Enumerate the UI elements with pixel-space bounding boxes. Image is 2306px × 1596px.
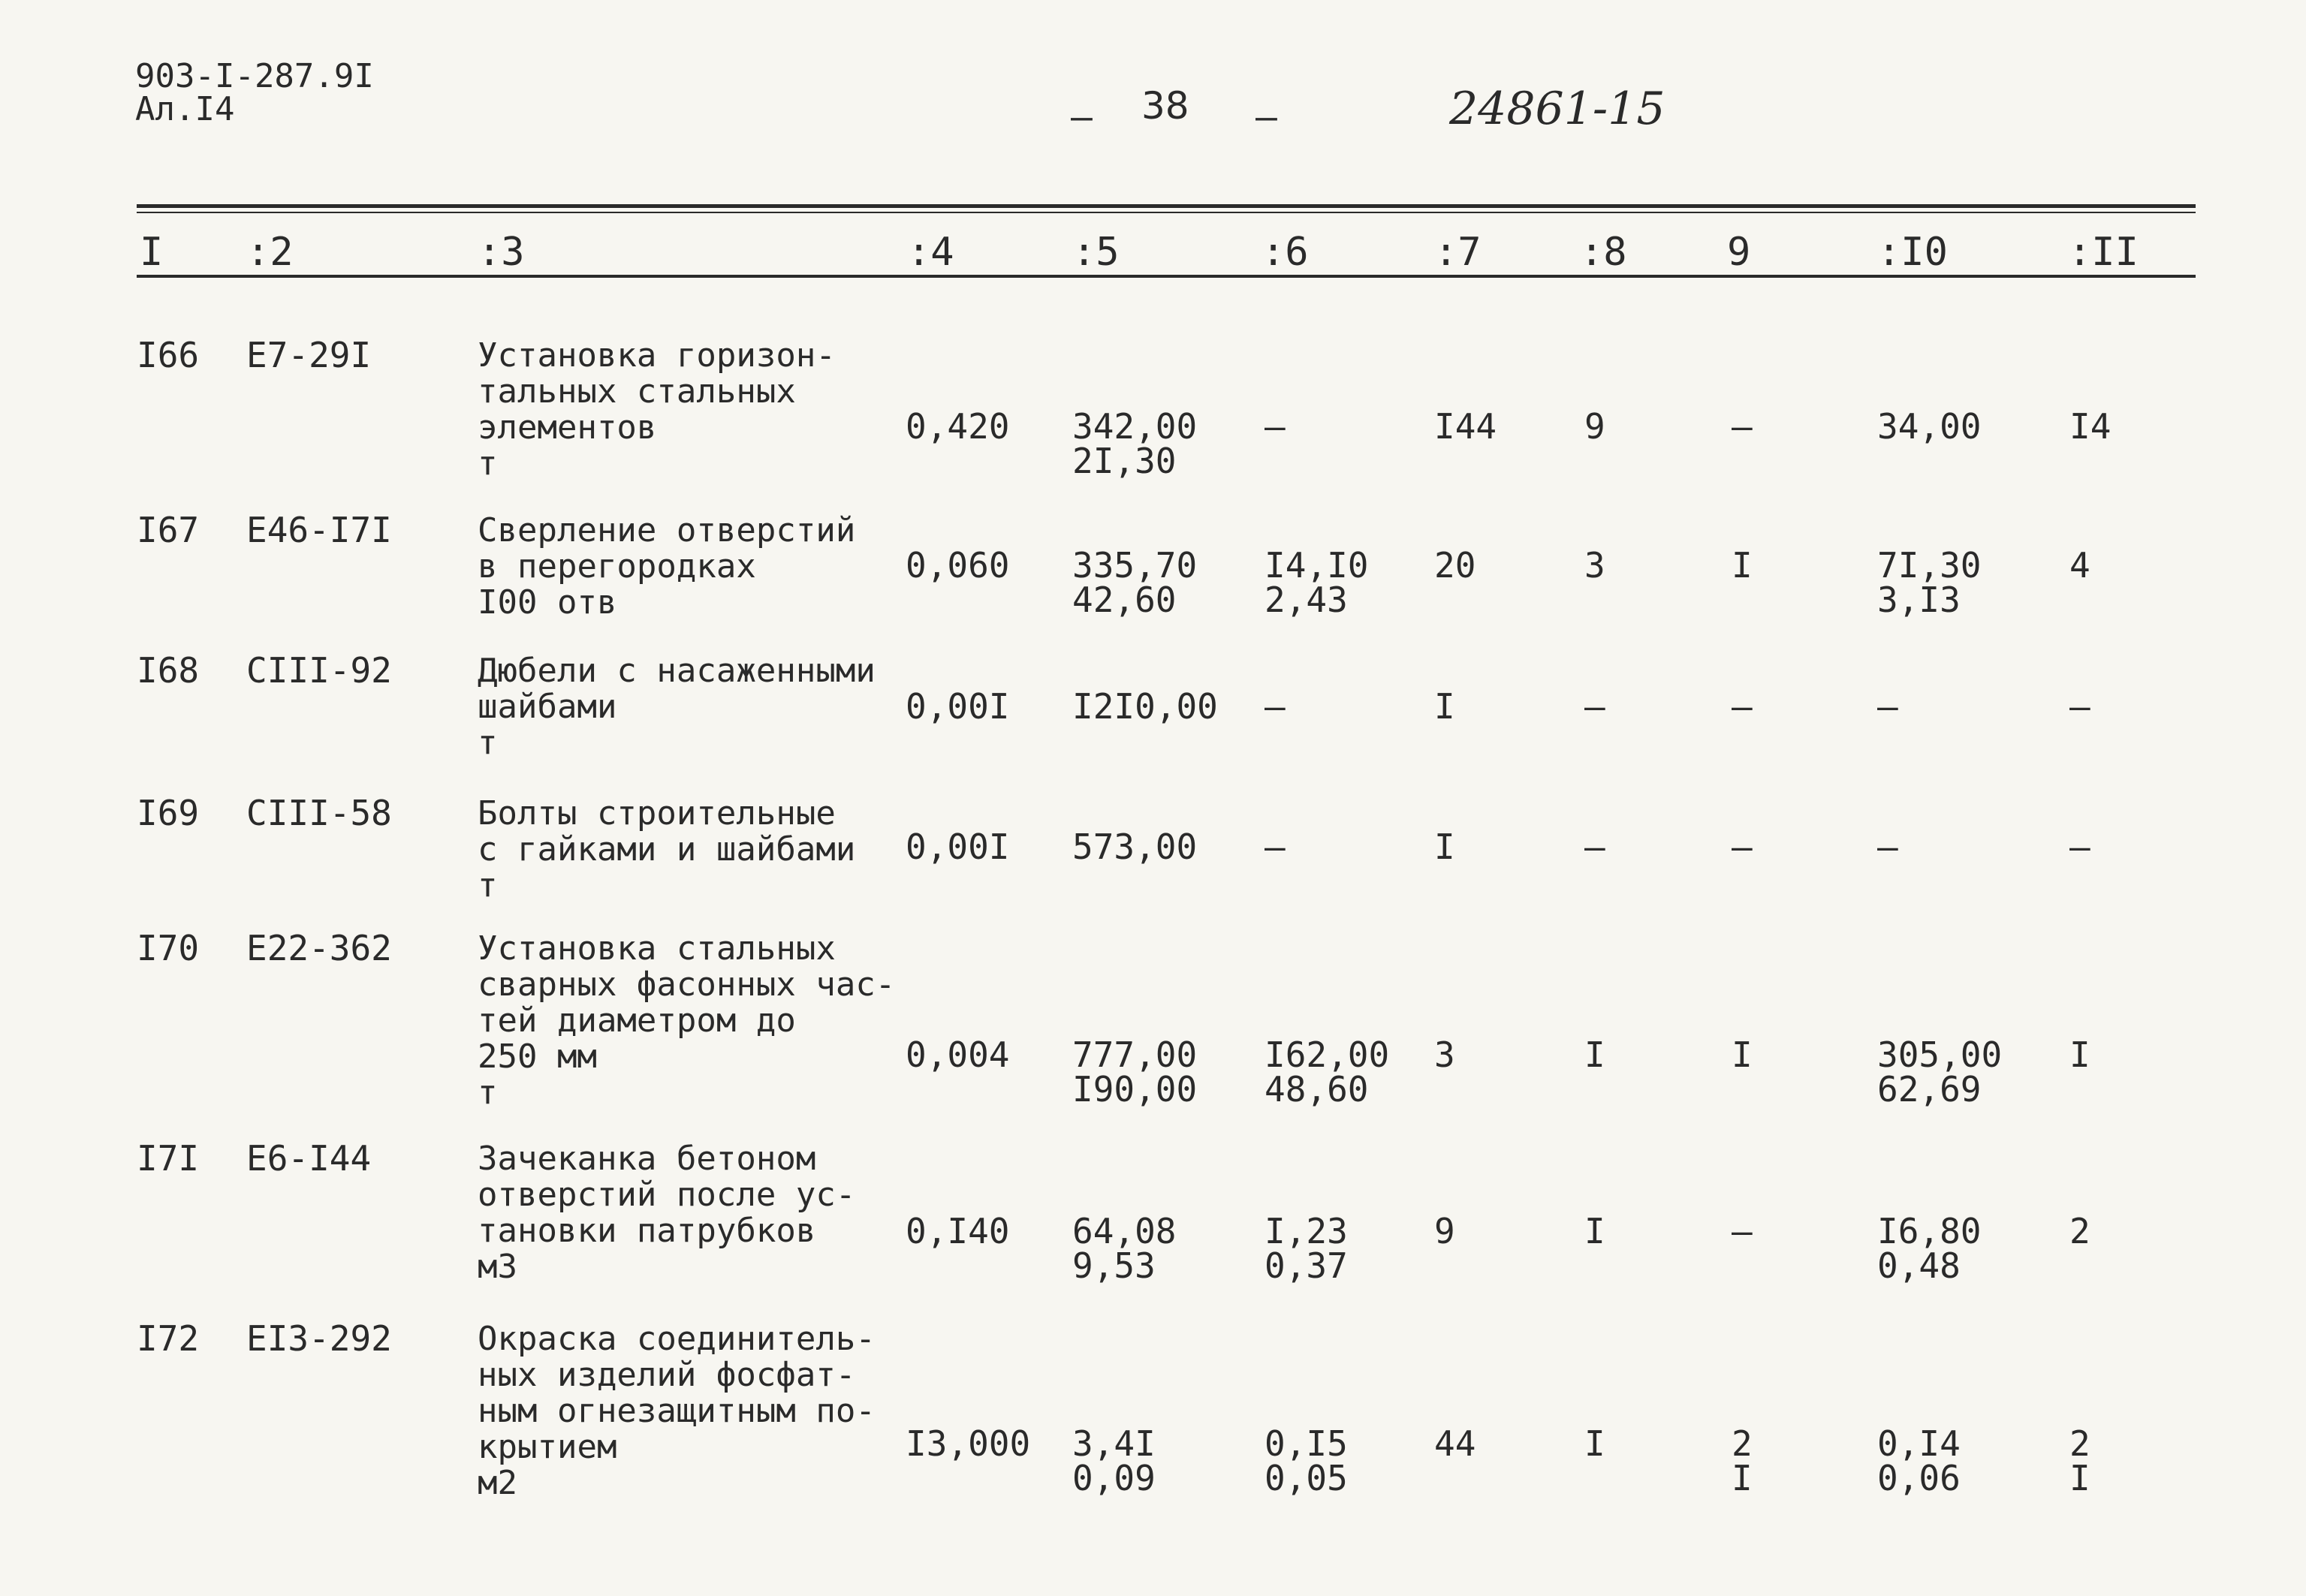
row-col4-value: 0,I40 (906, 1211, 1010, 1251)
row-code: CIII-92 (246, 650, 392, 691)
row-col8-value: – (1584, 827, 1605, 867)
column-header-11: :II (2068, 230, 2139, 275)
column-header-8: :8 (1580, 230, 1627, 275)
row-col8-value: 9 (1584, 406, 1605, 447)
column-header-5: :5 (1072, 230, 1120, 275)
page-dash-left: – (1071, 96, 1093, 138)
column-header-1: I (140, 230, 164, 275)
row-col7-value: I44 (1434, 406, 1497, 447)
row-col9-value: – (1732, 686, 1753, 727)
sheet-label: Ал.I4 (135, 90, 235, 128)
row-col9-value: – (1732, 827, 1753, 867)
handwritten-number: 24861-15 (1449, 83, 1665, 135)
row-col10-value: 305,00 62,69 (1877, 1034, 2003, 1110)
row-col11-value: 2 (2069, 1211, 2090, 1251)
row-description: Сверление отверстий в перегородках I00 отв (478, 511, 856, 622)
row-code: E7-29I (246, 335, 372, 375)
row-col8-value: 3 (1584, 545, 1605, 586)
row-code: CIII-58 (246, 793, 392, 833)
document-code: 903-I-287.9I (135, 57, 374, 95)
row-code: EI3-292 (246, 1318, 392, 1359)
row-col8-value: I (1584, 1211, 1605, 1251)
row-number: I69 (137, 793, 200, 833)
row-col7-value: 9 (1434, 1211, 1455, 1251)
row-col6-value: I,23 0,37 (1265, 1211, 1348, 1286)
column-header-9: 9 (1727, 230, 1751, 275)
row-col5-value: I2I0,00 (1072, 686, 1218, 727)
page-number: 38 (1141, 84, 1189, 128)
row-col4-value: 0,004 (906, 1034, 1010, 1075)
row-description: Установка горизон- тальных стальных элементов т (478, 336, 836, 483)
row-description: Зачеканка бетоном отверстий после ус- тановки патрубков м3 (478, 1140, 856, 1286)
row-col7-value: I (1434, 827, 1455, 867)
row-col4-value: 0,420 (906, 406, 1010, 447)
row-col7-value: 44 (1434, 1423, 1476, 1464)
row-code: E6-I44 (246, 1138, 372, 1179)
row-col11-value: 2 I (2069, 1423, 2090, 1498)
row-col11-value: I4 (2069, 406, 2112, 447)
row-col9-value: 2 I (1732, 1423, 1753, 1498)
row-col6-value: – (1265, 686, 1286, 727)
row-number: I67 (137, 510, 200, 550)
column-header-6: :6 (1262, 230, 1309, 275)
row-description: Дюбели с насаженными шайбами т (478, 652, 876, 762)
row-col5-value: 3,4I 0,09 (1072, 1423, 1156, 1498)
row-col10-value: – (1877, 686, 1898, 727)
row-col5-value: 335,70 42,60 (1072, 545, 1198, 620)
row-description: Болты строительные с гайками и шайбами т (478, 794, 856, 905)
row-col10-value: I6,80 0,48 (1877, 1211, 1982, 1286)
row-col5-value: 64,08 9,53 (1072, 1211, 1177, 1286)
row-col9-value: I (1732, 1034, 1753, 1075)
row-col9-value: – (1732, 406, 1753, 447)
row-col6-value: I62,00 48,60 (1265, 1034, 1390, 1110)
row-col11-value: 4 (2069, 545, 2090, 586)
row-col11-value: – (2069, 827, 2090, 867)
row-number: I70 (137, 928, 200, 968)
row-col5-value: 777,00 I90,00 (1072, 1034, 1198, 1110)
row-col10-value: 0,I4 0,06 (1877, 1423, 1961, 1498)
row-col10-value: – (1877, 827, 1898, 867)
row-description: Установка стальных сварных фасонных час- тей диаметром до 250 мм т (478, 929, 896, 1112)
page-dash-right: – (1255, 96, 1277, 138)
row-col6-value: – (1265, 406, 1286, 447)
row-col7-value: 20 (1434, 545, 1476, 586)
row-col7-value: I (1434, 686, 1455, 727)
row-col9-value: I (1732, 545, 1753, 586)
row-col7-value: 3 (1434, 1034, 1455, 1075)
row-col5-value: 342,00 2I,30 (1072, 406, 1198, 481)
row-col5-value: 573,00 (1072, 827, 1198, 867)
row-number: I72 (137, 1318, 200, 1359)
column-header-4: :4 (907, 230, 954, 275)
row-number: I7I (137, 1138, 200, 1179)
row-col10-value: 34,00 (1877, 406, 1982, 447)
top-double-rule (137, 204, 2196, 208)
row-col6-value: I4,I0 2,43 (1265, 545, 1369, 620)
row-col8-value: I (1584, 1034, 1605, 1075)
column-header-2: :2 (246, 230, 294, 275)
row-col6-value: 0,I5 0,05 (1265, 1423, 1348, 1498)
row-col8-value: I (1584, 1423, 1605, 1464)
row-col8-value: – (1584, 686, 1605, 727)
row-col4-value: 0,00I (906, 827, 1010, 867)
column-header-10: :I0 (1877, 230, 1948, 275)
row-col6-value: – (1265, 827, 1286, 867)
row-col11-value: – (2069, 686, 2090, 727)
row-col11-value: I (2069, 1034, 2090, 1075)
row-col4-value: 0,060 (906, 545, 1010, 586)
row-description: Окраска соединитель- ных изделий фосфат- ным огнезащитным по- крытием м2 (478, 1320, 876, 1502)
row-col9-value: – (1732, 1211, 1753, 1251)
row-col4-value: I3,000 (906, 1423, 1031, 1464)
row-number: I66 (137, 335, 200, 375)
row-number: I68 (137, 650, 200, 691)
column-header-rule (137, 275, 2196, 278)
top-rule-thin (137, 212, 2196, 213)
row-code: E22-362 (246, 928, 392, 968)
row-code: E46-I7I (246, 510, 392, 550)
row-col10-value: 7I,30 3,I3 (1877, 545, 1982, 620)
row-col4-value: 0,00I (906, 686, 1010, 727)
column-header-3: :3 (478, 230, 525, 275)
column-header-7: :7 (1434, 230, 1482, 275)
